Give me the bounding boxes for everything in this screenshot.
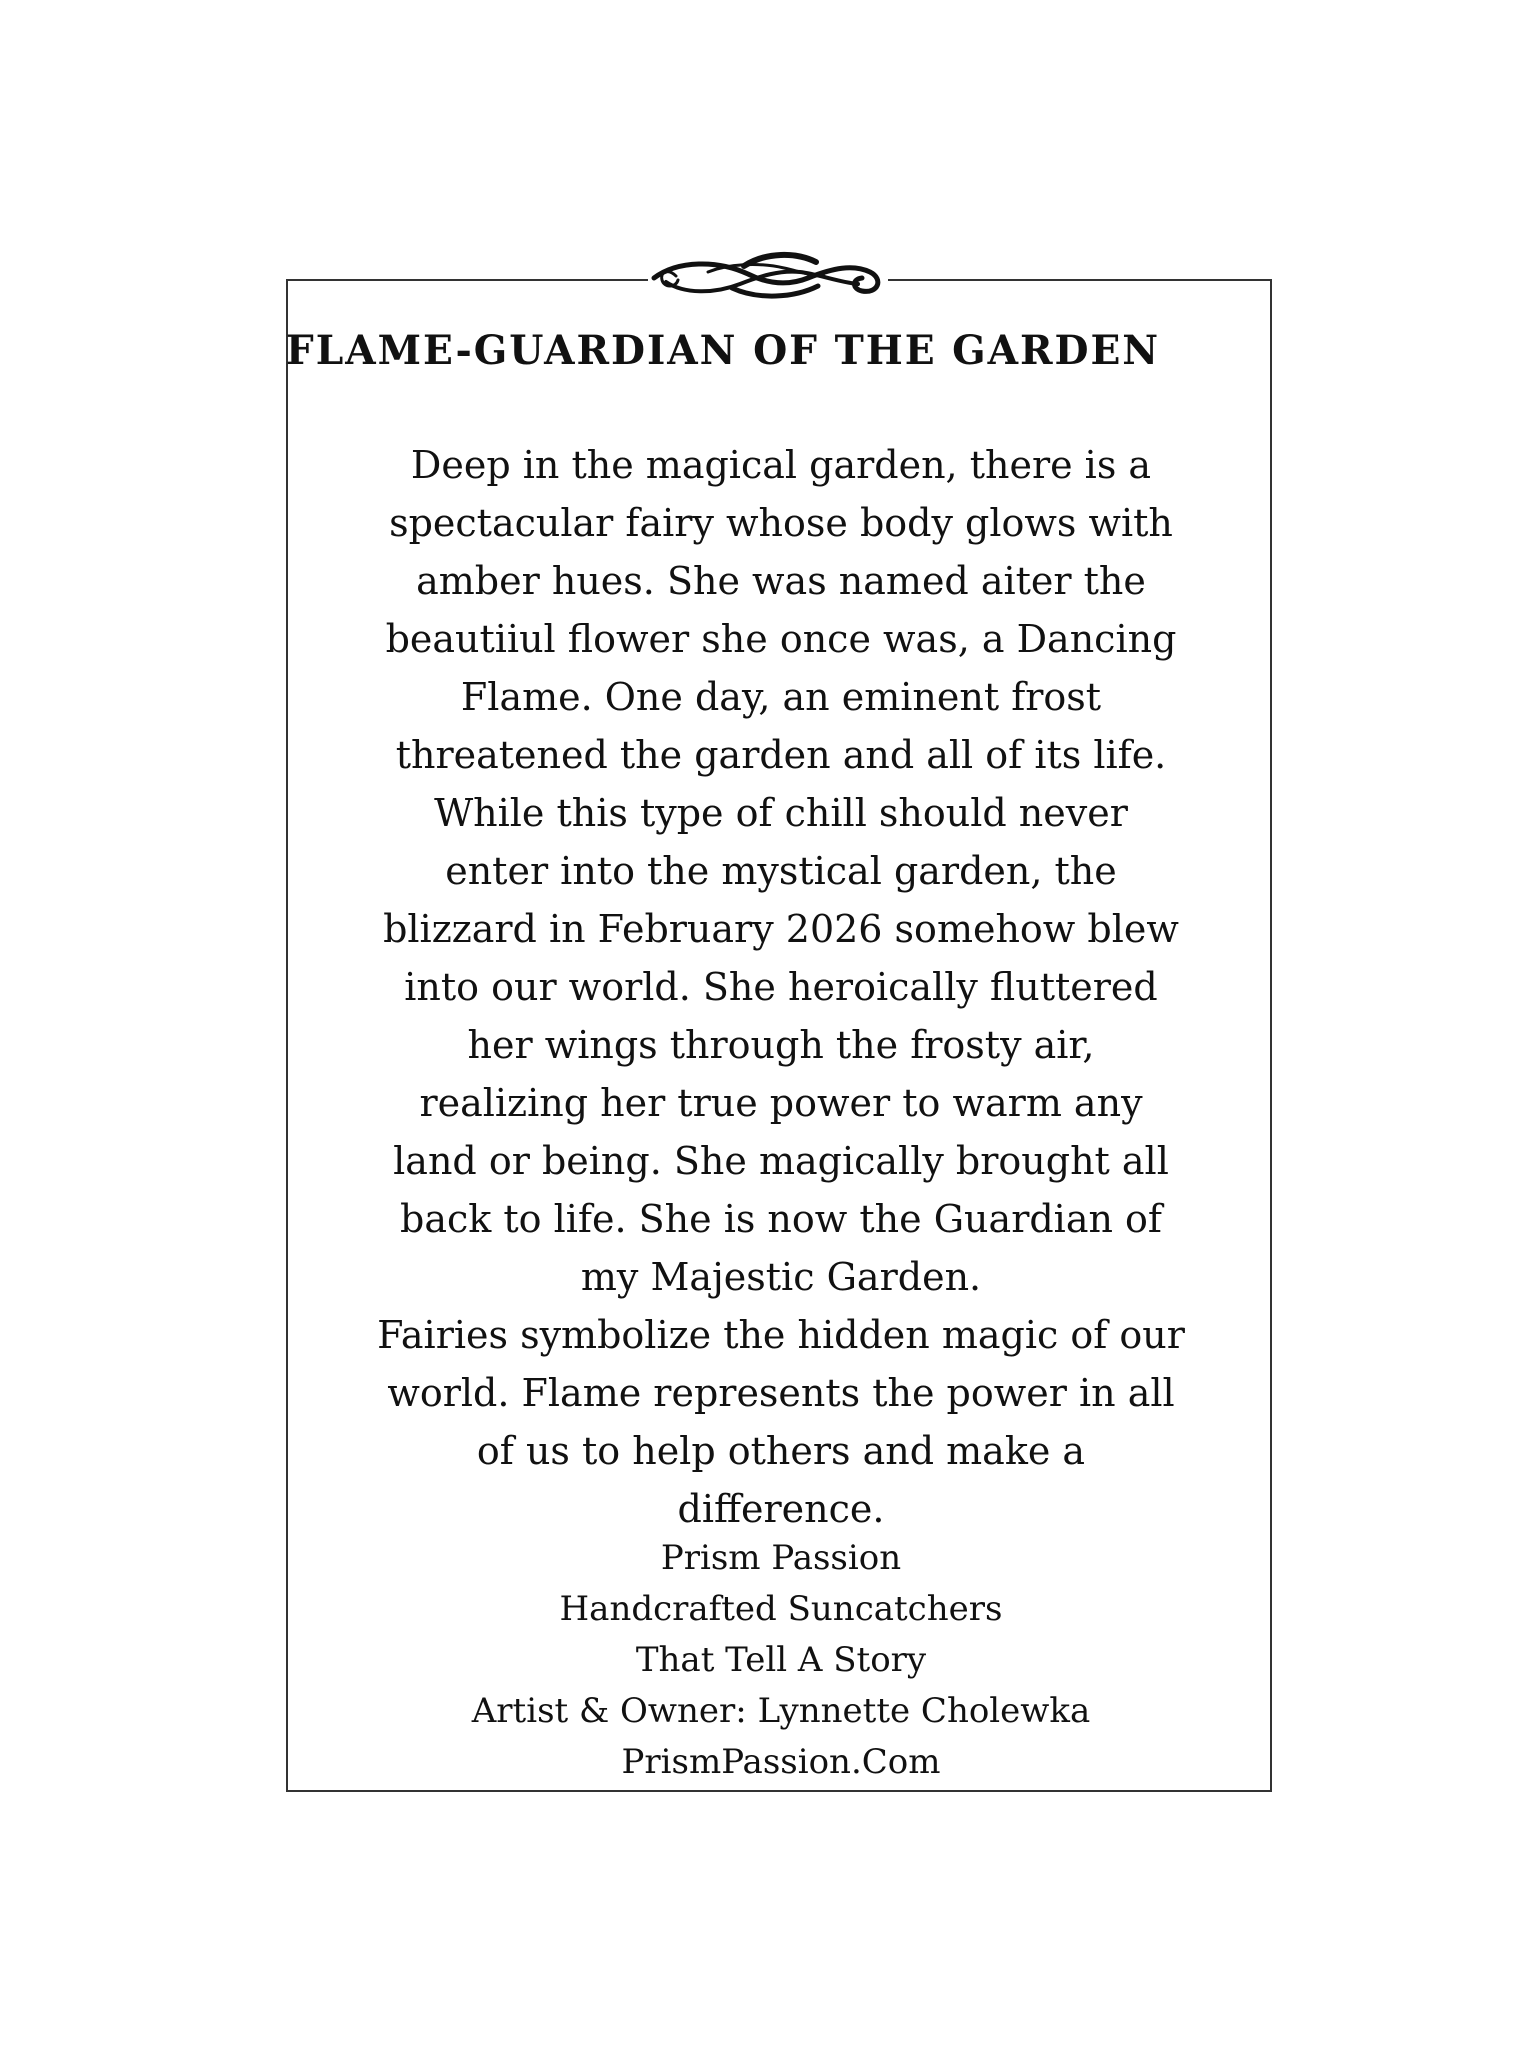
story-line: of us to help others and make a bbox=[476, 1429, 1086, 1473]
story-line: back to life. She is now the Guardian of bbox=[400, 1197, 1162, 1241]
artist-credit: Artist & Owner: Lynnette Cholewka bbox=[471, 1691, 1091, 1731]
story-line: my Majestic Garden. bbox=[580, 1255, 982, 1299]
story-line: difference. bbox=[677, 1487, 885, 1531]
story-line: her wings through the frosty air, bbox=[467, 1023, 1095, 1067]
signature-block bbox=[328, 1533, 1234, 1788]
brand-name: Prism Passion bbox=[660, 1538, 902, 1578]
brand-tagline-2: That Tell A Story bbox=[635, 1640, 927, 1680]
story-line: While this type of chill should never bbox=[434, 791, 1128, 835]
story-line: beautiiul flower she once was, a Dancing bbox=[385, 617, 1177, 661]
story-line: spectacular fairy whose body glows with bbox=[389, 501, 1173, 545]
story-line: blizzard in February 2026 somehow blew bbox=[383, 907, 1179, 951]
story-line: land or being. She magically brought all bbox=[393, 1139, 1169, 1183]
story-line: Flame. One day, an eminent frost bbox=[460, 675, 1102, 719]
website-text: PrismPassion.Com bbox=[621, 1742, 941, 1782]
story-line: amber hues. She was named aiter the bbox=[416, 559, 1146, 603]
story-text bbox=[328, 436, 1234, 1538]
story-line: realizing her true power to warm any bbox=[419, 1081, 1143, 1125]
story-line: into our world. She heroically fluttered bbox=[404, 965, 1158, 1009]
story-line: Deep in the magical garden, there is a bbox=[410, 443, 1152, 487]
brand-tagline: Handcrafted Suncatchers bbox=[559, 1589, 1003, 1629]
story-line: Fairies symbolize the hidden magic of our bbox=[377, 1313, 1185, 1357]
card-title: FLAME-GUARDIAN OF THE GARDEN bbox=[285, 327, 1161, 374]
story-line: enter into the mystical garden, the bbox=[445, 849, 1117, 893]
story-line: world. Flame represents the power in all bbox=[387, 1371, 1175, 1415]
flourish-scroll-icon bbox=[648, 242, 888, 312]
story-line: threatened the garden and all of its life. bbox=[395, 733, 1167, 777]
story-card bbox=[286, 279, 1272, 1792]
